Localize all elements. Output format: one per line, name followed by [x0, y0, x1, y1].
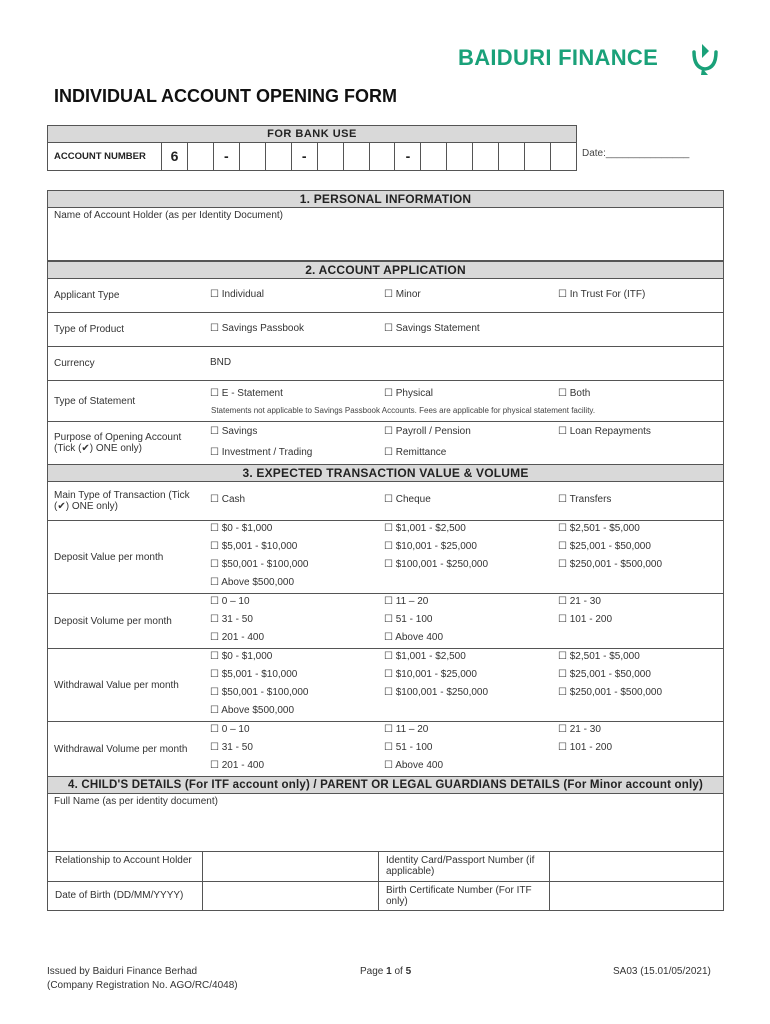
checkbox-withdrawal-value[interactable]: ☐ $10,001 - $25,000: [384, 669, 477, 680]
checkbox-withdrawal-value[interactable]: ☐ $2,501 - $5,000: [558, 651, 640, 662]
child-full-name-field[interactable]: [48, 794, 723, 852]
checkbox-cash[interactable]: ☐ Cash: [210, 494, 246, 505]
checkbox-deposit-volume[interactable]: ☐ 201 - 400: [210, 632, 264, 643]
main-transaction-row: [48, 482, 723, 521]
account-digit-cell[interactable]: -: [395, 143, 421, 170]
checkbox-deposit-value[interactable]: ☐ Above $500,000: [210, 577, 295, 588]
withdrawal-volume-label: Withdrawal Volume per month: [54, 743, 188, 755]
checkbox-purpose-investment[interactable]: ☐ Investment / Trading: [210, 447, 313, 458]
brand-logo: [458, 42, 728, 78]
checkbox-physical[interactable]: ☐ Physical: [384, 388, 433, 399]
checkbox-deposit-volume[interactable]: ☐ 0 – 10: [210, 596, 250, 607]
page-of: of: [391, 966, 406, 977]
checkbox-individual[interactable]: ☐ Individual: [210, 289, 264, 300]
section-transaction-header: 3. EXPECTED TRANSACTION VALUE & VOLUME: [48, 465, 723, 482]
applicant-type-label: Applicant Type: [54, 290, 120, 301]
section-child-details-header: 4. CHILD'S DETAILS (For ITF account only) / PARENT OR LEGAL GUARDIANS DETAILS (For Minor account only): [48, 777, 723, 794]
id-number-input[interactable]: [550, 852, 723, 881]
checkbox-purpose-savings[interactable]: ☐ Savings: [210, 426, 258, 437]
checkbox-purpose-payroll[interactable]: ☐ Payroll / Pension: [384, 426, 471, 437]
checkbox-deposit-volume[interactable]: ☐ 51 - 100: [384, 614, 433, 625]
bank-use-box: [47, 125, 577, 171]
checkbox-withdrawal-value[interactable]: ☐ $250,001 - $500,000: [558, 687, 663, 698]
account-digit-cell[interactable]: [240, 143, 266, 170]
footer-registration: (Company Registration No. AGO/RC/4048): [47, 980, 238, 991]
account-digit-cell[interactable]: -: [292, 143, 318, 170]
checkbox-purpose-loan[interactable]: ☐ Loan Repayments: [558, 426, 651, 437]
account-digit-cell[interactable]: [344, 143, 370, 170]
form-code: SA03 (15.01/05/2021): [613, 966, 711, 977]
checkbox-deposit-volume[interactable]: ☐ 11 – 20: [384, 596, 429, 607]
checkbox-withdrawal-value[interactable]: ☐ Above $500,000: [210, 705, 295, 716]
page-prefix: Page: [360, 966, 387, 977]
statement-note: Statements not applicable to Savings Passbook Accounts. Fees are applicable for physical statement facility.: [211, 406, 596, 415]
checkbox-withdrawal-volume[interactable]: ☐ 0 – 10: [210, 724, 250, 735]
checkbox-deposit-value[interactable]: ☐ $0 - $1,000: [210, 523, 273, 534]
account-holder-name-field[interactable]: [48, 208, 723, 261]
account-number-label: ACCOUNT NUMBER: [48, 143, 162, 170]
checkbox-withdrawal-volume[interactable]: ☐ 51 - 100: [384, 742, 433, 753]
statement-type-label: Type of Statement: [54, 395, 136, 407]
checkbox-cheque[interactable]: ☐ Cheque: [384, 494, 431, 505]
main-transaction-label: Main Type of Transaction (Tick (✔) ONE only): [54, 490, 190, 512]
checkbox-deposit-value[interactable]: ☐ $1,001 - $2,500: [384, 523, 466, 534]
account-digit-cell[interactable]: [370, 143, 396, 170]
currency-label: Currency: [54, 358, 95, 369]
account-digit-cell[interactable]: 6: [162, 143, 188, 170]
checkbox-withdrawal-volume[interactable]: ☐ 11 – 20: [384, 724, 429, 735]
checkbox-purpose-remittance[interactable]: ☐ Remittance: [384, 447, 447, 458]
account-digit-cell[interactable]: [525, 143, 551, 170]
account-digit-cell[interactable]: [266, 143, 292, 170]
currency-row: [48, 347, 723, 381]
checkbox-withdrawal-value[interactable]: ☐ $5,001 - $10,000: [210, 669, 298, 680]
relationship-row: [48, 852, 723, 882]
withdrawal-value-label: Withdrawal Value per month: [54, 679, 179, 691]
checkbox-deposit-value[interactable]: ☐ $2,501 - $5,000: [558, 523, 640, 534]
statement-type-row: [48, 381, 723, 422]
id-number-label: Identity Card/Passport Number (if applicable): [379, 852, 550, 881]
section-account-application-header: 2. ACCOUNT APPLICATION: [48, 261, 723, 279]
checkbox-deposit-value[interactable]: ☐ $100,001 - $250,000: [384, 559, 489, 570]
account-digit-cell[interactable]: [318, 143, 344, 170]
checkbox-e-statement[interactable]: ☐ E - Statement: [210, 388, 283, 399]
birth-cert-input[interactable]: [550, 882, 723, 910]
page-current: 1: [386, 966, 392, 977]
footer-issuer-text: Issued by Baiduri Finance Berhad: [47, 966, 198, 977]
relationship-label: Relationship to Account Holder: [48, 852, 203, 881]
checkbox-deposit-value[interactable]: ☐ $50,001 - $100,000: [210, 559, 309, 570]
withdrawal-value-row: [48, 649, 723, 722]
account-digit-cell[interactable]: [473, 143, 499, 170]
checkbox-deposit-value[interactable]: ☐ $10,001 - $25,000: [384, 541, 477, 552]
deposit-value-label: Deposit Value per month: [54, 551, 164, 563]
purpose-label: Purpose of Opening Account (Tick (✔) ONE only): [54, 432, 182, 454]
checkbox-savings-statement[interactable]: ☐ Savings Statement: [384, 323, 480, 334]
checkbox-withdrawal-value[interactable]: ☐ $100,001 - $250,000: [384, 687, 489, 698]
checkbox-deposit-value[interactable]: ☐ $25,001 - $50,000: [558, 541, 651, 552]
checkbox-both[interactable]: ☐ Both: [558, 388, 591, 399]
checkbox-withdrawal-volume[interactable]: ☐ Above 400: [384, 760, 444, 771]
checkbox-deposit-volume[interactable]: ☐ 21 - 30: [558, 596, 601, 607]
checkbox-deposit-volume[interactable]: ☐ 31 - 50: [210, 614, 253, 625]
checkbox-withdrawal-value[interactable]: ☐ $25,001 - $50,000: [558, 669, 651, 680]
account-digit-cell[interactable]: [188, 143, 214, 170]
checkbox-withdrawal-value[interactable]: ☐ $0 - $1,000: [210, 651, 273, 662]
account-digit-cell[interactable]: [551, 143, 576, 170]
checkbox-withdrawal-volume[interactable]: ☐ 101 - 200: [558, 742, 612, 753]
checkbox-withdrawal-volume[interactable]: ☐ 21 - 30: [558, 724, 601, 735]
account-form: [47, 190, 724, 911]
checkbox-deposit-volume[interactable]: ☐ Above 400: [384, 632, 444, 643]
child-full-name-label: Full Name (as per identity document): [54, 796, 218, 807]
checkbox-transfers[interactable]: ☐ Transfers: [558, 494, 612, 505]
checkbox-minor[interactable]: ☐ Minor: [384, 289, 421, 300]
currency-value: BND: [210, 357, 232, 368]
date-field[interactable]: Date:_______________: [582, 148, 690, 159]
dob-input[interactable]: [203, 882, 379, 910]
checkbox-withdrawal-volume[interactable]: ☐ 201 - 400: [210, 760, 264, 771]
dob-row: [48, 882, 723, 910]
account-holder-name-label: Name of Account Holder (as per Identity Document): [54, 210, 283, 221]
footer-issuer: [47, 966, 238, 991]
account-digit-cell[interactable]: [421, 143, 447, 170]
checkbox-deposit-value[interactable]: ☐ $250,001 - $500,000: [558, 559, 663, 570]
section-personal-info-header: 1. PERSONAL INFORMATION: [48, 191, 723, 208]
account-digit-cell[interactable]: [499, 143, 525, 170]
checkbox-savings-passbook[interactable]: ☐ Savings Passbook: [210, 323, 305, 334]
product-type-label: Type of Product: [54, 324, 125, 335]
relationship-input[interactable]: [203, 852, 379, 881]
withdrawal-volume-row: [48, 722, 723, 777]
checkbox-deposit-value[interactable]: ☐ $5,001 - $10,000: [210, 541, 298, 552]
account-digit-cell[interactable]: -: [214, 143, 240, 170]
applicant-type-row: [48, 279, 723, 313]
checkbox-withdrawal-value[interactable]: ☐ $1,001 - $2,500: [384, 651, 466, 662]
checkbox-withdrawal-value[interactable]: ☐ $50,001 - $100,000: [210, 687, 309, 698]
checkbox-withdrawal-volume[interactable]: ☐ 31 - 50: [210, 742, 253, 753]
form-title: INDIVIDUAL ACCOUNT OPENING FORM: [54, 86, 398, 106]
birth-cert-label: Birth Certificate Number (For ITF only): [379, 882, 550, 910]
deposit-volume-row: [48, 594, 723, 649]
checkbox-deposit-volume[interactable]: ☐ 101 - 200: [558, 614, 612, 625]
brand-name: BAIDURI FINANCE: [458, 45, 659, 70]
account-digit-cell[interactable]: [447, 143, 473, 170]
bank-use-header: FOR BANK USE: [48, 126, 576, 143]
page-number: [360, 966, 411, 977]
purpose-row: [48, 422, 723, 465]
baiduri-mark-icon: [688, 42, 722, 78]
page-total: 5: [405, 966, 412, 977]
deposit-value-row: [48, 521, 723, 594]
dob-label: Date of Birth (DD/MM/YYYY): [48, 882, 203, 910]
checkbox-itf[interactable]: ☐ In Trust For (ITF): [558, 289, 646, 300]
deposit-volume-label: Deposit Volume per month: [54, 615, 172, 627]
product-type-row: [48, 313, 723, 347]
